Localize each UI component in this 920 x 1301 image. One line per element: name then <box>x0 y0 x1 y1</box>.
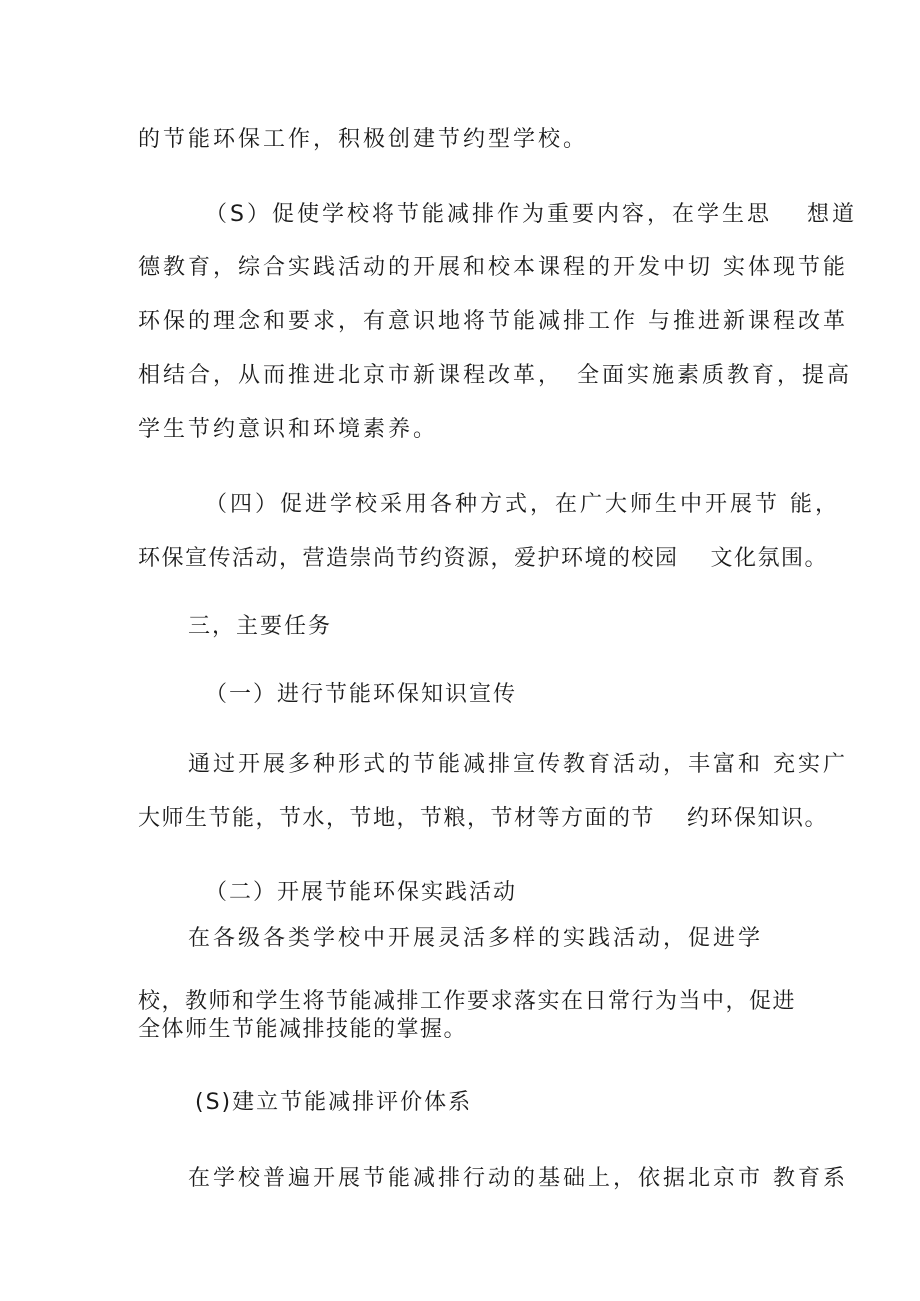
paragraph-3-line-2: 环保宣传活动，营造崇尚节约资源，爱护环境的校园 文化氛围。 <box>138 546 828 571</box>
paragraph-2-line-1: （S）促使学校将节能减排作为重要内容，在学生思 想道 <box>205 202 857 227</box>
paragraph-6-line-1: 在学校普遍开展节能减排行动的基础上，依据北京市 教育系 <box>188 1166 848 1191</box>
subheading-1: （一）进行节能环保知识宣传 <box>205 682 518 707</box>
paragraph-2-line-2: 德教育，综合实践活动的开展和校本课程的开发中切 实体现节能 <box>138 255 848 280</box>
paragraph-5-line-1: 在各级各类学校中开展灵活多样的实践活动，促进学 <box>188 926 764 951</box>
subheading-3: (S)建立节能减排评价体系 <box>195 1090 473 1115</box>
paragraph-2-line-5: 学生节约意识和环境素养。 <box>138 417 439 442</box>
paragraph-5-line-2: 校，教师和学生将节能减排工作要求落实在日常行为当中，促进 <box>138 989 797 1014</box>
paragraph-3-line-1: （四）促进学校采用各种方式，在广大师生中开展节 能， <box>205 492 840 517</box>
paragraph-2-line-4: 相结合，从而推进北京市新课程改革， 全面实施素质教育，提高 <box>138 363 853 388</box>
section-heading-main-tasks: 三，主要任务 <box>188 614 333 639</box>
paragraph-4-line-1: 通过开展多种形式的节能减排宣传教育活动，丰富和 充实广 <box>188 752 848 777</box>
paragraph-5-line-3: 全体师生节能减排技能的掌握。 <box>138 1017 468 1042</box>
paragraph-4-line-2: 大师生节能，节水，节地，节粮，节材等方面的节 约环保知识。 <box>138 806 828 831</box>
subheading-2: （二）开展节能环保实践活动 <box>205 880 518 905</box>
paragraph-2-line-3: 环保的理念和要求，有意识地将节能减排工作 与推进新课程改革 <box>138 309 848 334</box>
paragraph-1-line-1: 的节能环保工作，积极创建节约型学校。 <box>138 127 589 152</box>
